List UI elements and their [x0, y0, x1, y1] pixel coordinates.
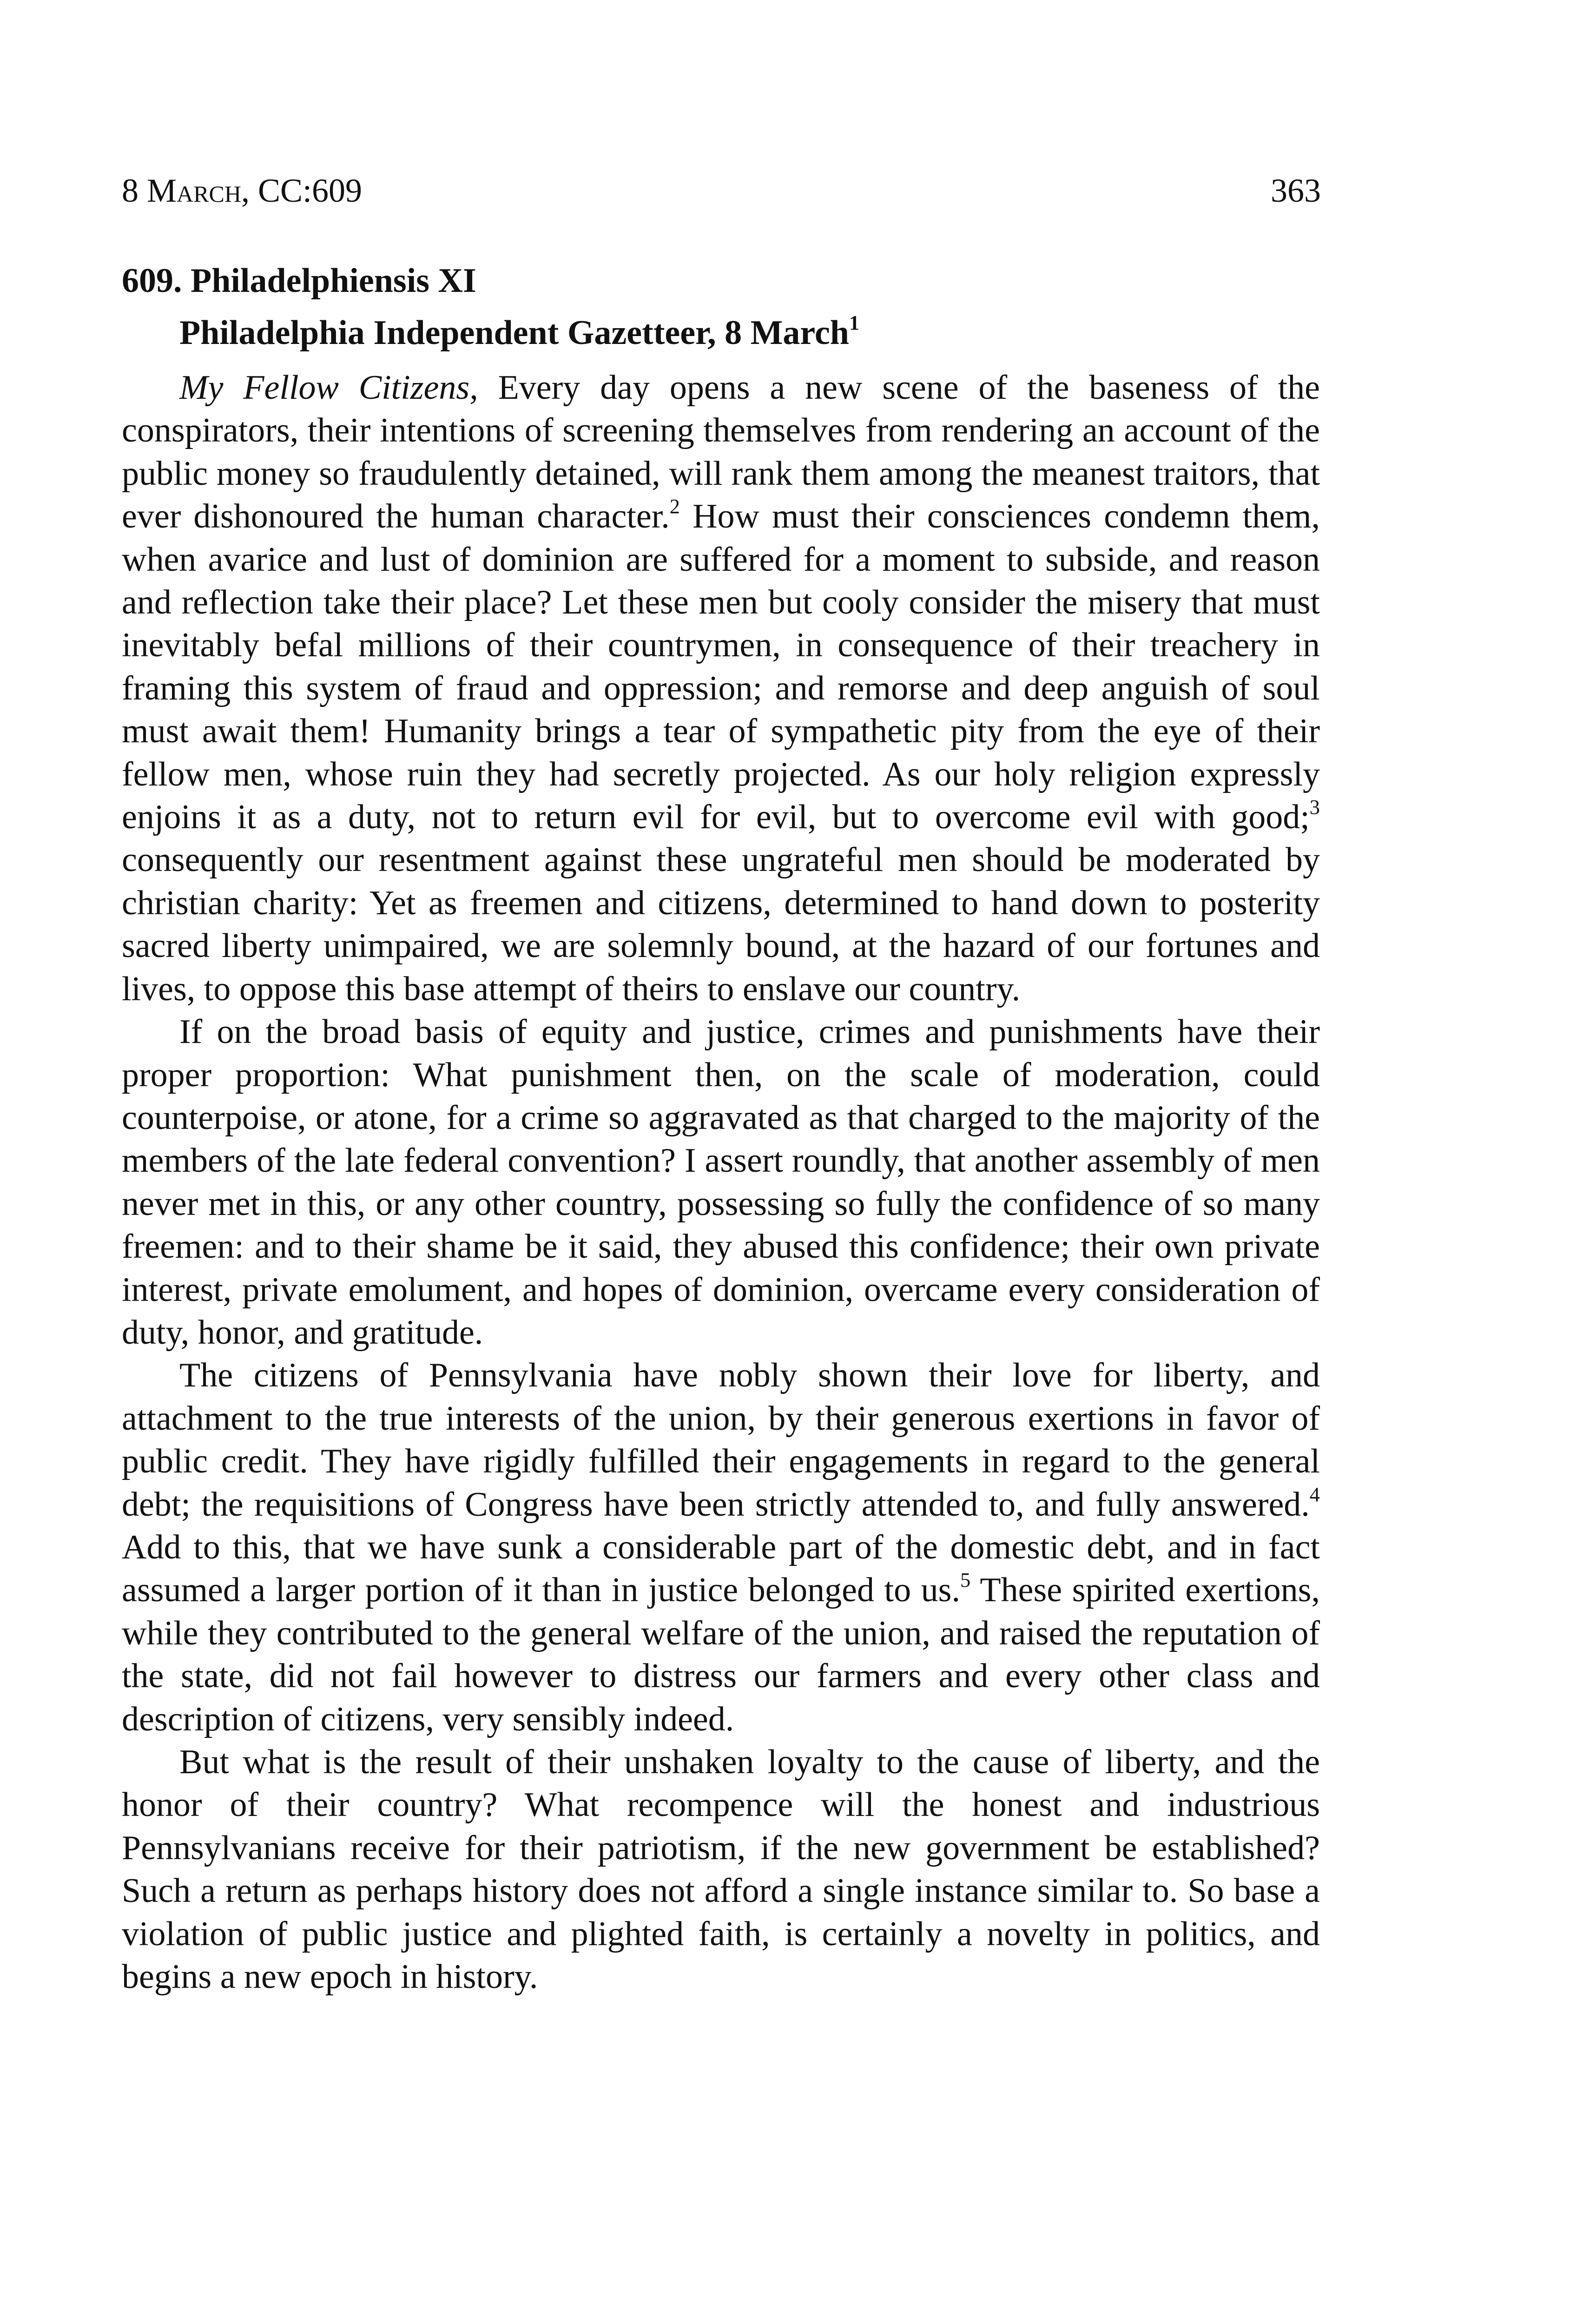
running-head-doc-ref: , CC:609 [241, 172, 362, 209]
body-paragraph [122, 1354, 1320, 1741]
paragraph-text: How must their consciences condemn them, when avarice and lust of dominion are suffered for a moment to subside, and reason and reflection take their place? Let these men but cooly consider the misery that must inevitably befal millions of their countrymen, in consequence of their treachery in framing this system of fraud and oppression; and remorse and deep anguish of soul must await them! Humanity brings a tear of sympathetic pity from the eye of their fellow men, whose ruin they had secretly projected. As our holy religion expressly enjoins it as a duty, not to return evil for evil, but to overcome evil with good; [122, 497, 1320, 837]
paragraph-text: consequently our resentment against these ungrateful men should be moderated by christian charity: Yet as freemen and citizens, determined to hand down to posterity sacred liberty unimpaired, we are solemnly bound, at the hazard of our fortunes and lives, to oppose this base attempt of theirs to enslave our country. [122, 841, 1320, 1008]
body-paragraph [122, 1741, 1320, 1998]
footnote-ref: 3 [1309, 795, 1320, 819]
footnote-ref: 2 [669, 495, 680, 518]
paragraph-text: The citizens of Pennsylvania have nobly shown their love for liberty, and attachment to the true interests of the union, by their generous exertions in favor of public credit. They have rigidly fulfilled their engagements in regard to the general debt; the requisitions of Congress have been strictly attended to, and fully answered. [122, 1356, 1320, 1524]
running-head-left [122, 165, 362, 216]
document-source: Philadelphia Independent Gazetteer, 8 March [179, 314, 849, 352]
footnote-ref: 5 [960, 1568, 971, 1592]
footnote-ref: 1 [849, 310, 860, 334]
running-head [122, 165, 1321, 216]
page-number: 363 [1271, 172, 1321, 209]
paragraph-text: But what is the result of their unshaken loyalty to the cause of liberty, and the honor of their country? What recompence will the honest and industrious Pennsylvanians receive for their patriotism, if the new government be established? Such a return as perhaps history does not afford a single instance similar to. So base a violation of public justice and plighted faith, is certainly a novelty in politics, and begins a new epoch in history. [122, 1743, 1320, 1996]
document-heading [122, 255, 1330, 359]
document-body [122, 366, 1320, 1998]
paragraph-text: Add to this, that we have sunk a considerable part of the domestic debt, and in fact assumed a larger portion of it than in justice belonged to us. [122, 1528, 1320, 1610]
paragraph-text: If on the broad basis of equity and justice, crimes and punishments have their proper proportion: What punishment then, on the scale of moderation, could counterpoise, or atone, for a crime so aggravated as that charged to the majority of the members of the late federal convention? I assert roundly, that another assembly of men never met in this, or any other country, possessing so fully the confidence of so many freemen: and to their shame be it said, they abused this confidence; their own private interest, private emolument, and hopes of dominion, overcame every consideration of duty, honor, and gratitude. [122, 1013, 1320, 1352]
running-head-month: March [147, 172, 241, 209]
footnote-ref: 4 [1309, 1482, 1320, 1506]
document-title: 609. Philadelphiensis XI [122, 262, 476, 300]
document-source-line [122, 307, 1330, 359]
body-paragraph [122, 366, 1320, 1010]
paragraph-text: These spirited exertions, while they contributed to the general welfare of the union, and raised the reputation of the state, did not fail however to distress our farmers and every other class and description of citizens, very sensibly indeed. [122, 1571, 1320, 1738]
running-head-day: 8 [122, 172, 139, 209]
paragraph-text: Every day opens a new scene of the baseness of the conspirators, their intentions of screening themselves from rendering an account of the public money so fraudulently detained, will rank them among the meanest traitors, that ever dishonoured the human character. [122, 369, 1320, 536]
salutation: My Fellow Citizens, [179, 369, 478, 407]
body-paragraph [122, 1010, 1320, 1354]
